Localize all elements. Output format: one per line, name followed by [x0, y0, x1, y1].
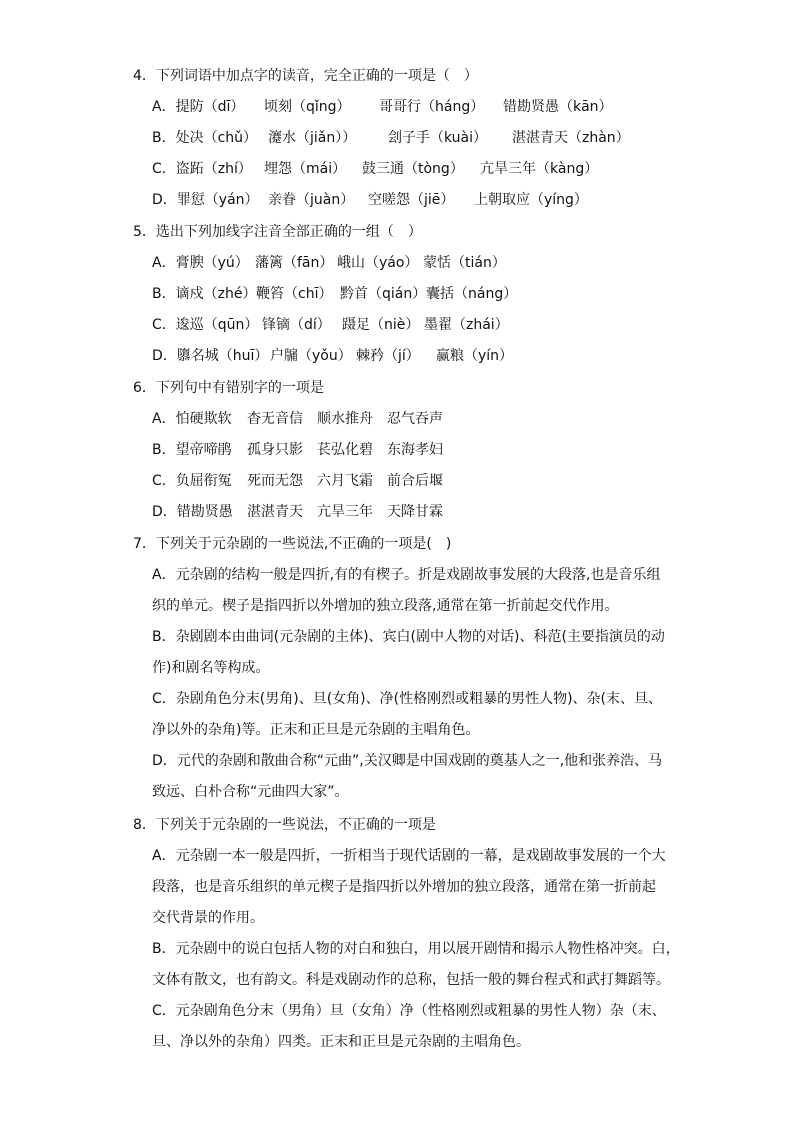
q5-option-a: A．膏腴（yú） 藩篱（fān） 峨山（yáo） 蒙恬（tián） — [152, 255, 506, 271]
q7-line: A．元杂剧的结构一般是四折,有的有楔子。折是戏剧故事发展的大段落,也是音乐组 — [152, 567, 661, 583]
q6-option-a: A．怕硬欺软 杳无音信 顺水推舟 忍气吞声 — [152, 411, 443, 427]
q5-option-d: D．隳名城（huī） 户牖（yǒu） 棘矜（jí） 赢粮（yín） — [152, 348, 514, 364]
q7-line: C．杂剧角色分末(男角)、旦(女角)、净(性格刚烈或粗暴的男性人物)、杂(末、旦、 — [152, 691, 663, 707]
q8-line: A．元杂剧一本一般是四折，一折相当于现代话剧的一幕，是戏剧故事发展的一个大 — [152, 848, 666, 864]
q7-line: 致远、白朴合称“元曲四大家”。 — [152, 784, 349, 800]
q4-option-d: D．罪愆（yán） 亲眷（juàn） 空嗟怨（jiē） 上朝取应（yíng） — [152, 192, 588, 208]
q7-line: 净以外的杂角)等。正末和正旦是元杂剧的主唱角色。 — [152, 722, 480, 738]
q7-line: B．杂剧剧本由曲词(元杂剧的主体)、宾白(剧中人物的对话)、科范(主要指演员的动 — [152, 629, 665, 645]
q4-option-a: A．提防（dī） 顷刻（qǐng） 哥哥行（háng） 错勘贤愚（kān） — [152, 99, 613, 115]
q8-line: C．元杂剧角色分末（男角）旦（女角）净（性格刚烈或粗暴的男性人物）杂（末、 — [152, 1003, 666, 1019]
q6-option-c: C．负屈衔冤 死而无怨 六月飞霜 前合后堰 — [152, 473, 443, 489]
q8-line: 交代背景的作用。 — [152, 910, 264, 926]
q8-line: 文体有散文，也有韵文。科是戏剧动作的总称，包括一般的舞台程式和武打舞蹈等。 — [152, 972, 670, 988]
q7-stem: 7．下列关于元杂剧的一些说法,不正确的一项是( ) — [133, 536, 452, 552]
q8-stem: 8．下列关于元杂剧的一些说法，不正确的一项是 — [133, 817, 436, 833]
q5-stem: 5．选出下列加线字注音全部正确的一组（ ） — [133, 224, 422, 240]
q7-line: D．元代的杂剧和散曲合称“元曲”,关汉卿是中国戏剧的奠基人之一,他和张养浩、马 — [152, 753, 663, 769]
q6-option-b: B．望帝啼鹃 孤身只影 苌弘化碧 东海孝妇 — [152, 442, 443, 458]
q7-line: 织的单元。楔子是指四折以外增加的独立段落,通常在第一折前起交代作用。 — [152, 598, 619, 614]
q6-option-d: D．错勘贤愚 湛湛青天 亢旱三年 天降甘霖 — [152, 504, 443, 520]
q8-line: 段落，也是音乐组织的单元楔子是指四折以外增加的独立段落，通常在第一折前起 — [152, 879, 656, 895]
q4-stem: 4．下列词语中加点字的读音，完全正确的一项是（ ） — [133, 68, 478, 84]
q6-stem: 6．下列句中有错别字的一项是 — [133, 380, 324, 396]
q7-line: 作)和剧名等构成。 — [152, 660, 270, 676]
q5-option-b: B．谪戍（zhé）鞭笞（chī） 黔首（qián）囊括（náng） — [152, 286, 518, 302]
q4-option-b: B．处决（chǔ） 瀽水（jiǎn）） 刽子手（kuài） 湛湛青天（zhàn） — [152, 130, 630, 146]
q4-option-c: C．盗跖（zhí） 埋怨（mái） 鼓三通（tòng） 亢旱三年（kàng） — [152, 161, 599, 177]
q8-line: B．元杂剧中的说白包括人物的对白和独白，用以展开剧情和揭示人物性格冲突。白， — [152, 941, 680, 957]
q8-line: 旦、净以外的杂角）四类。正末和正旦是元杂剧的主唱角色。 — [152, 1034, 530, 1050]
q5-option-c: C．逡巡（qūn） 锋镝（dí） 蹑足（niè） 墨翟（zhái） — [152, 317, 509, 333]
